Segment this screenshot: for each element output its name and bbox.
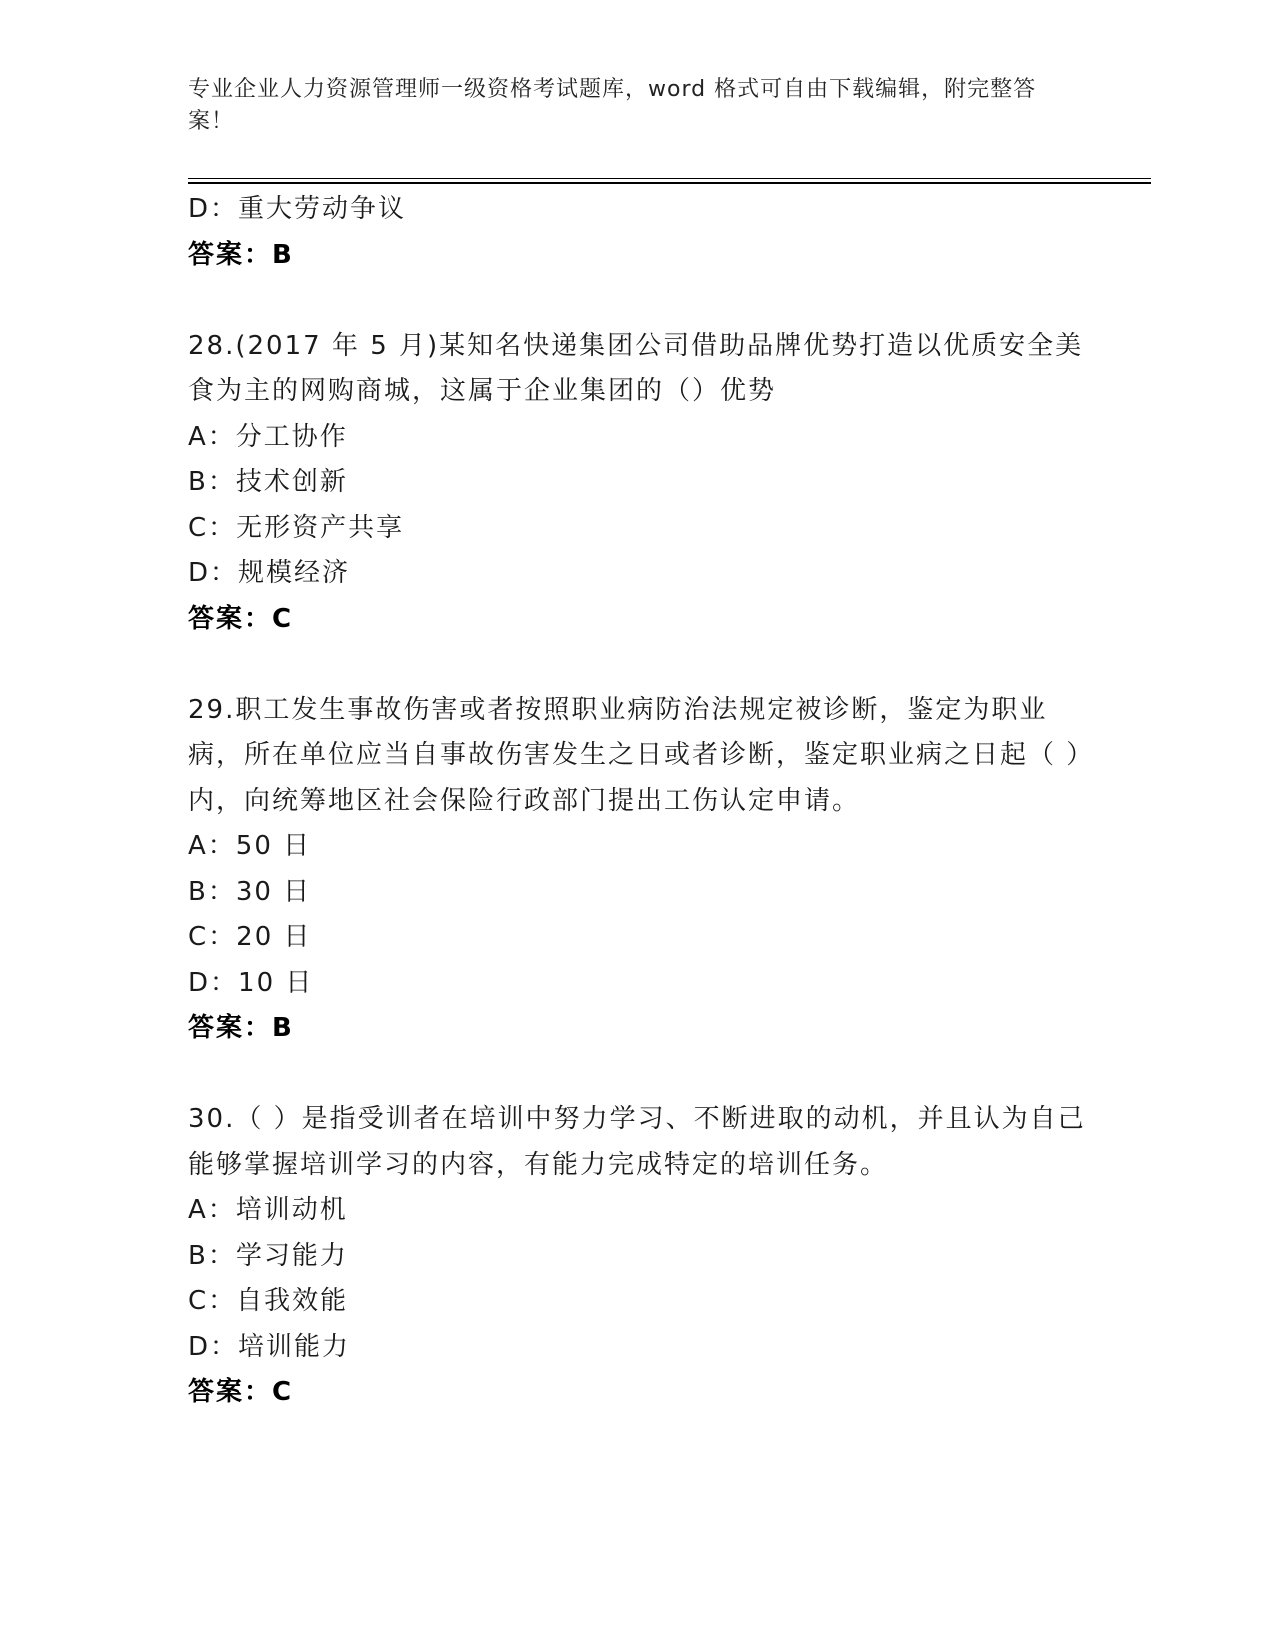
header-divider-thin [188,178,1151,179]
answer: 答案：C [188,603,294,634]
option-b: B：技术创新 [188,467,348,497]
answer: 答案：B [188,1013,294,1043]
option-c: C：无形资产共享 [188,512,405,543]
answer: 答案：C [188,1377,294,1407]
option-a: A：分工协作 [188,421,348,452]
option-c: C：20 日 [188,922,312,952]
option-b: B：学习能力 [188,1240,348,1271]
question-stem: 28.(2017 年 5 月)某知名快递集团公司借助品牌优势打造以优质安全美食为主的网购商城，这属于企业集团的（）优势 [188,330,1084,406]
question-30 [188,1097,1088,1416]
question-29 [188,688,1088,1052]
option-d: D：规模经济 [188,558,351,588]
option-a: A：培训动机 [188,1195,348,1225]
option-d: D：10 日 [188,967,314,998]
header-divider-thick [188,182,1151,184]
prev-option-d: D：重大劳动争议 [188,194,407,224]
prev-answer: 答案：B [188,239,294,270]
question-list [188,187,1088,1416]
question-28 [188,324,1088,643]
question-stem: 29.职工发生事故伤害或者按照职业病防治法规定被诊断，鉴定为职业病，所在单位应当自事故伤害发生之日或者诊断，鉴定职业病之日起（ ）内，向统筹地区社会保险行政部门提出工伤认定申请。 [188,694,1082,816]
option-c: C：自我效能 [188,1286,349,1316]
option-b: B：30 日 [188,876,312,907]
option-a: A：50 日 [188,831,312,861]
question-stem: 30.（ ）是指受训者在培训中努力学习、不断进取的动机，并且认为自己能够掌握培训学习的内容，有能力完成特定的培训任务。 [188,1104,1086,1180]
option-d: D：培训能力 [188,1331,351,1362]
document-header: 专业企业人力资源管理师一级资格考试题库，word 格式可自由下载编辑，附完整答案！ [188,77,1037,134]
